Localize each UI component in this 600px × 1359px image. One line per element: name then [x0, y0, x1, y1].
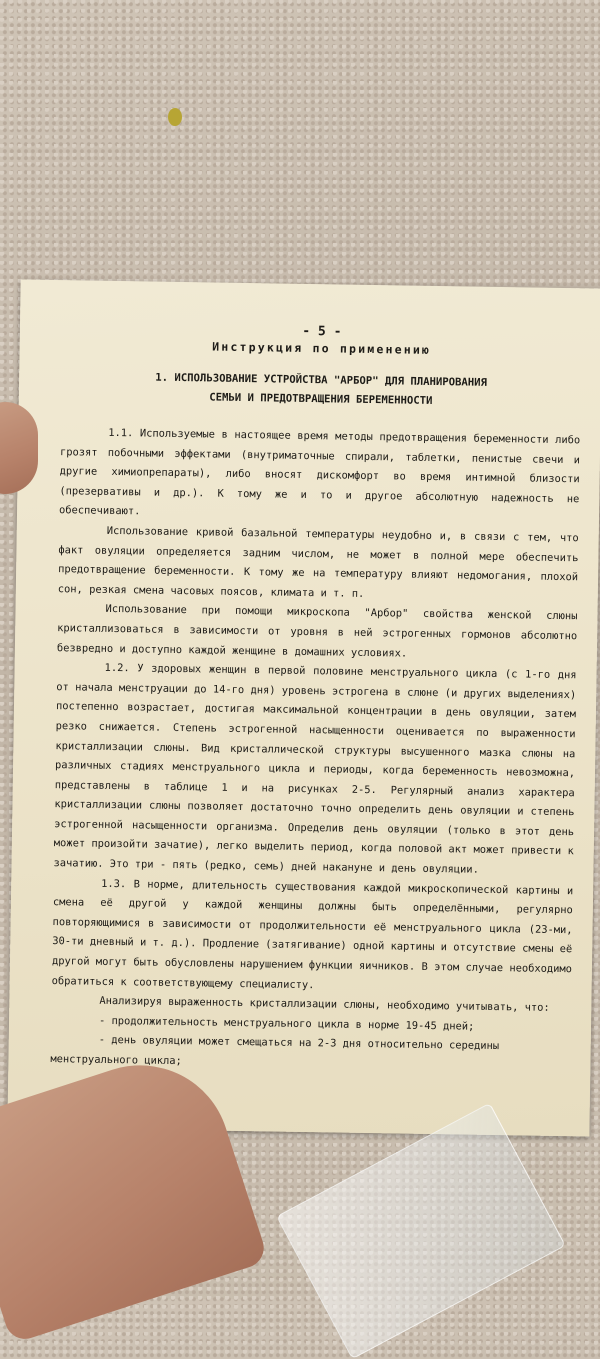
paragraph-arbor-microscope: Использование при помощи микроскопа "Арбор" свойства женской слюны кристаллизоваться в зависимости от уровня в ней эстрогенных гормонов абсолютно безвредно и доступно каждой женщине в домашних условиях. [56, 603, 578, 660]
page-number: - 5 - [302, 323, 342, 340]
page-content [50, 320, 582, 1078]
paragraph-1-2: 1.2. У здоровых женщин в первой половине менструального цикла (с 1-го дня от начала менструации до 14-го дня) уровень эстрогена в слюне (и других выделениях) постепенно возрастает, достигая максимальной концентрации в день овуляции, затем резко снижается. Степень эстрогенной насыщенности оценивается по выраженности кристаллизации слюны. Вид кристаллической структуры высушенного мазка слюны на различных стадиях менструального цикла и периоды, когда беременность невозможна, представлены в таблице 1 и на рисунках 2-5. Регулярный анализ характера кристаллизации слюны позволяет достаточно точно определить день овуляции и степень эстрогенной насыщенности организма. Определив день овуляции (только в этот день может произойти зачатие), легко выделить период, когда половой акт может привести к зачатию. Это три - пять (редко, семь) дней накануне и день овуляции. [53, 661, 577, 876]
list-item-cycle-length: - продолжительность менструального цикла в норме 19-45 дней; [98, 1014, 475, 1033]
plastic-case [276, 1103, 566, 1359]
document-page [7, 279, 600, 1136]
section-title-line-1: 1. ИСПОЛЬЗОВАНИЕ УСТРОЙСТВА "АРБОР" ДЛЯ ПЛАНИРОВАНИЯ [155, 371, 488, 389]
paragraph-basal-temperature: Использование кривой базальной температуры неудобно и, в связи с тем, что факт овуляции определяется задним числом, не может в полной мере обеспечить предотвращение беременности. К тому же на температуру влияют недомогания, плохой сон, резкая смена часовых поясов, климата и т. п. [57, 524, 579, 600]
section-title-line-2: СЕМЬИ И ПРЕДОТВРАЩЕНИЯ БЕРЕМЕННОСТИ [209, 391, 433, 407]
paragraph-1-3: 1.3. В норме, длительность существования каждой микроскопической картины и смена её другой у каждой женщины должны быть определёнными, регулярно повторяющимися в зависимости от продолжительности её менструального цикла (23-ми, 30-ти дневный и т. д.). Продление (затягивание) одной картины и отсутствие смены её другой могут быть обусловлены нарушением функции яичников. В этом случае необходимо обратиться к соответствующему специалисту. [51, 877, 574, 991]
paragraph-analysis-intro: Анализируя выраженность кристаллизации слюны, необходимо учитывать, что: [99, 995, 550, 1015]
section-title [61, 367, 582, 413]
carpet-speck [168, 108, 182, 126]
page-heading: Инструкция по применению [212, 339, 432, 357]
list-item-ovulation-shift: - день овуляции может смещаться на 2-3 дня относительно середины менструального цикла; [50, 1034, 500, 1068]
paragraph-1-1: 1.1. Используемые в настоящее время методы предотвращения беременности либо грозят побочными эффектами (внутриматочные спирали, таблетки, пенистые свечи и другие химиопрепараты), либо вносят дискомфорт во время интимной близости (презервативы и др.). К тому же и то и другое абсолютную надежность не обеспечивают. [58, 426, 581, 518]
